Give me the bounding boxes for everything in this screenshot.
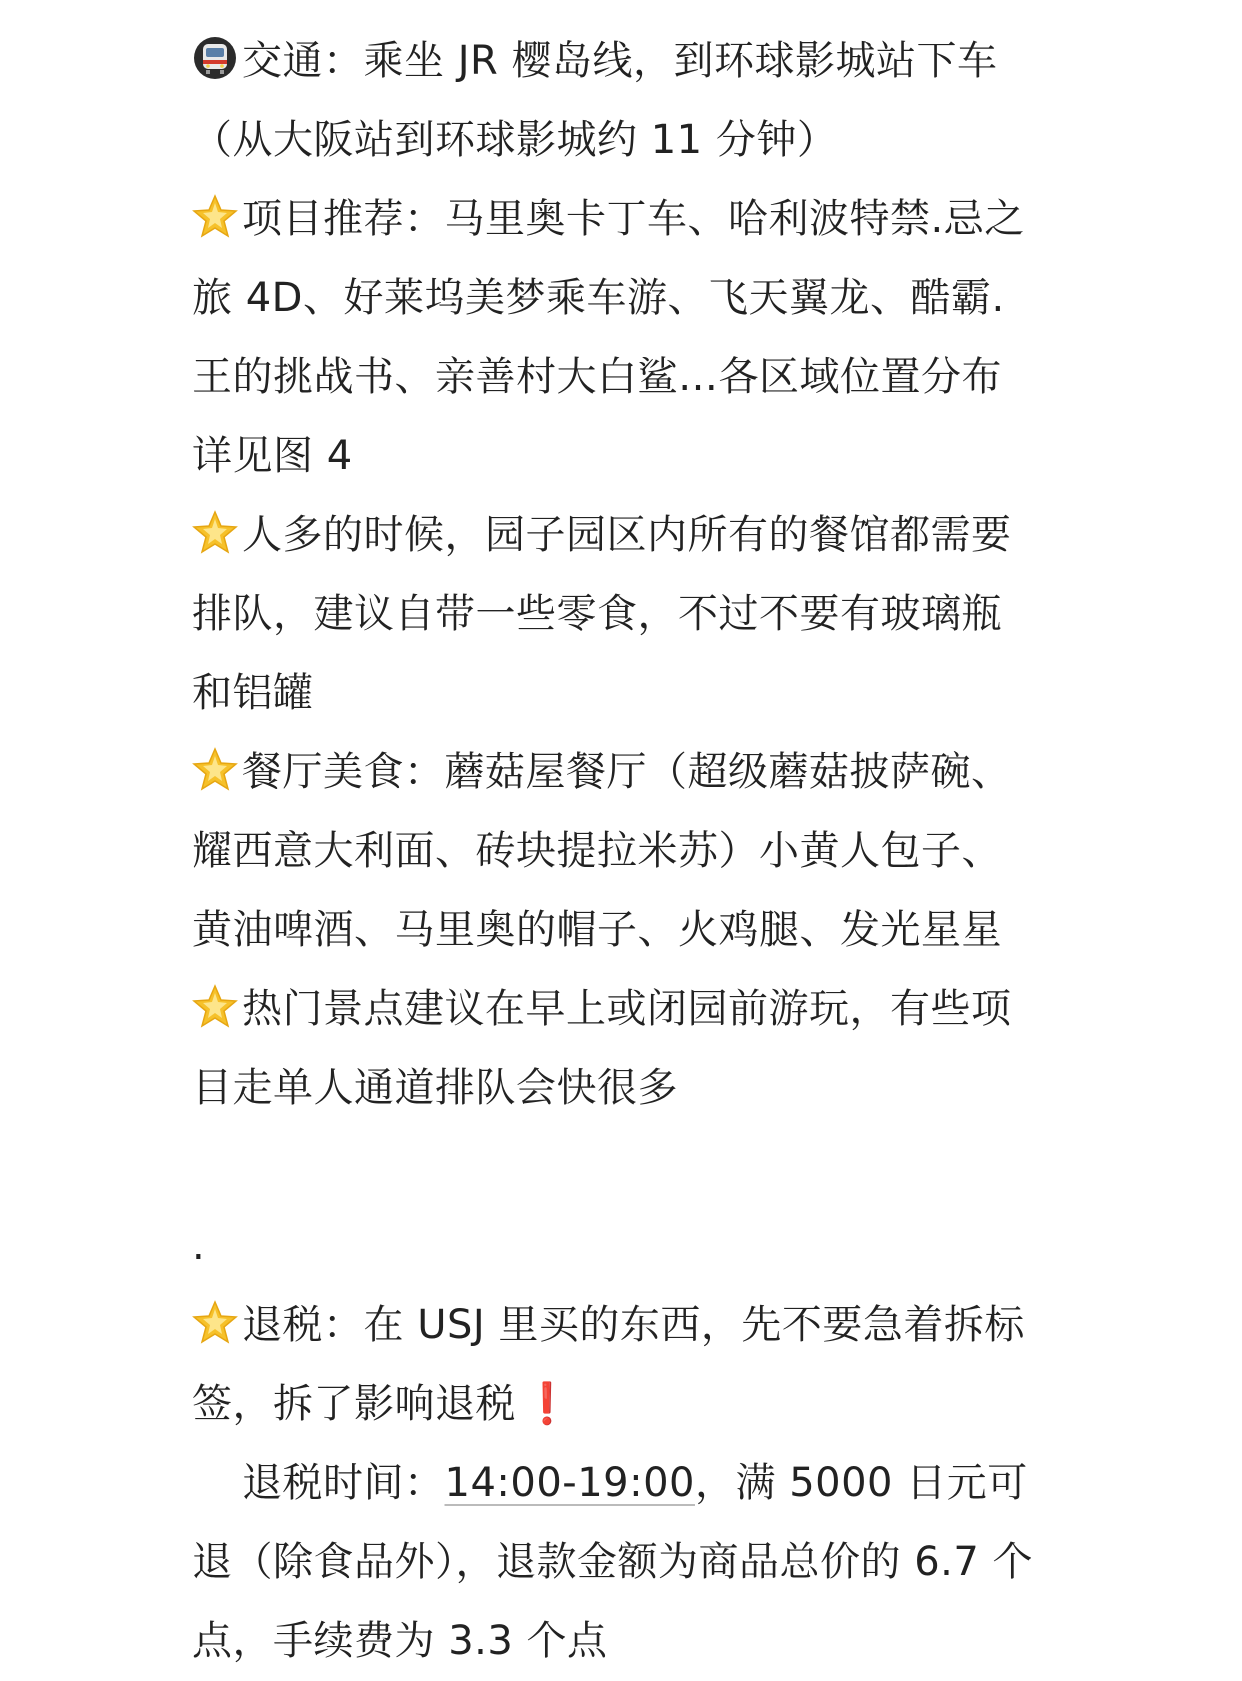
blank-icon (192, 1457, 238, 1503)
recommend-text: 项目推荐：马里奥卡丁车、哈利波特禁.忌之旅 4D、好莱坞美梦乘车游、飞天翼龙、酷霸.王的挑战书、亲善村大白鲨…各区域位置分布详见图 4 (192, 196, 1025, 479)
star-icon (192, 1299, 238, 1345)
star-icon (192, 983, 238, 1029)
tax-time-rest: ，满 5000 日元可退（除食品外），退款金额为商品总价的 6.7 个点，手续费为 3.3 个点 (192, 1460, 1034, 1664)
blank-line (192, 1128, 1042, 1207)
tax-time-value[interactable]: 14:00-19:00 (444, 1460, 695, 1506)
separator-dot: . (192, 1223, 206, 1269)
star-icon (192, 193, 238, 239)
tax-paragraph (192, 1286, 1042, 1444)
exclamation-icon: ❗ (522, 1381, 573, 1427)
crowd-text: 人多的时候，园子园区内所有的餐馆都需要排队，建议自带一些零食，不过不要有玻璃瓶和铝罐 (192, 512, 1012, 716)
hot-spots-text: 热门景点建议在早上或闭园前游玩，有些项目走单人通道排队会快很多 (192, 986, 1012, 1111)
tax-time-label: 退税时间： (242, 1460, 445, 1506)
train-icon (192, 35, 238, 81)
hot-spots-paragraph (192, 970, 1042, 1128)
tax-text: 退税：在 USJ 里买的东西，先不要急着拆标签，拆了影响退税 (192, 1302, 1025, 1427)
food-paragraph (192, 733, 1042, 970)
food-text: 餐厅美食：蘑菇屋餐厅（超级蘑菇披萨碗、耀西意大利面、砖块提拉米苏）小黄人包子、黄油啤酒、马里奥的帽子、火鸡腿、发光星星 (192, 749, 1012, 953)
recommend-paragraph (192, 180, 1042, 496)
star-icon (192, 509, 238, 555)
note-content (192, 22, 1042, 1681)
star-icon (192, 746, 238, 792)
tax-time-paragraph (192, 1444, 1042, 1681)
traffic-text: 交通：乘坐 JR 樱岛线，到环球影城站下车（从大阪站到环球影城约 11 分钟） (192, 38, 998, 163)
traffic-paragraph (192, 22, 1042, 180)
crowd-paragraph (192, 496, 1042, 733)
